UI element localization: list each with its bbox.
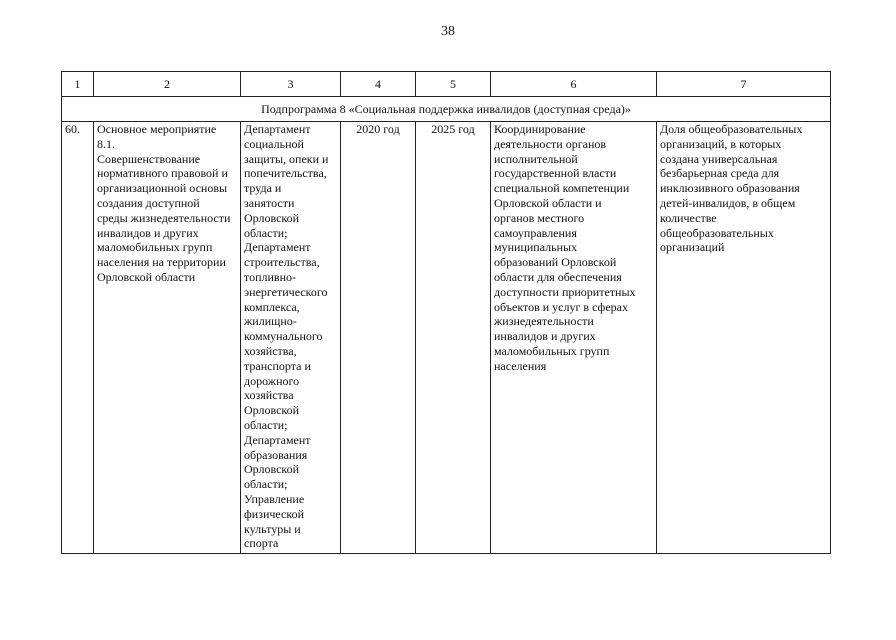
column-number-row (62, 72, 831, 97)
subprogram-row (62, 97, 831, 122)
indicator-text: Доля общеобразовательных организаций, в которых создана универсальная безбарьерная среда для инклюзивного образования детей-инвалидов, в общем количестве общеобразовательных организаций (660, 122, 803, 255)
row-number: 60. (65, 122, 80, 136)
page-number: 38 (441, 24, 455, 39)
subprogram-title: Подпрограмма 8 «Социальная поддержка инвалидов (доступная среда)» (62, 97, 831, 122)
column-number-cell: 3 (241, 72, 341, 97)
description-cell (491, 122, 657, 554)
column-number-cell: 6 (491, 72, 657, 97)
start-year: 2020 год (356, 122, 400, 136)
column-number-cell: 1 (62, 72, 94, 97)
executors-text: Департамент социальной защиты, опеки и попечительства, труда и занятости Орловской области; Департамент строительства, топливно- энергетического комплекса, жилищно- коммунального хозяйства, транспорта и дорожного хозяйства Орловской области; Департамент образования Орловской области; Управление физической культуры и спорта (244, 122, 329, 551)
end-year: 2025 год (431, 122, 475, 136)
program-table (61, 71, 831, 554)
column-number-cell: 5 (416, 72, 491, 97)
description-text: Координирование деятельности органов исполнительной государственной власти специальной компетенции Орловской области и органов местного самоуправления муниципальных образований Орловской области для обеспечения доступности приоритетных объектов и услуг в сферах жизнедеятельности инвалидов и других маломобильных групп населения (494, 122, 636, 373)
column-number-cell: 2 (94, 72, 241, 97)
event-cell (94, 122, 241, 554)
row-number-cell (62, 122, 94, 554)
executors-cell (241, 122, 341, 554)
indicator-cell (657, 122, 831, 554)
column-number-cell: 4 (341, 72, 416, 97)
end-year-cell (416, 122, 491, 554)
start-year-cell (341, 122, 416, 554)
event-name: Основное мероприятие 8.1. Совершенствование нормативного правовой и организационной основы создания доступной среды жизнедеятельности инвалидов и других маломобильных групп населения на территории Орловской области (97, 122, 231, 284)
column-number-cell: 7 (657, 72, 831, 97)
table-row (62, 122, 831, 554)
